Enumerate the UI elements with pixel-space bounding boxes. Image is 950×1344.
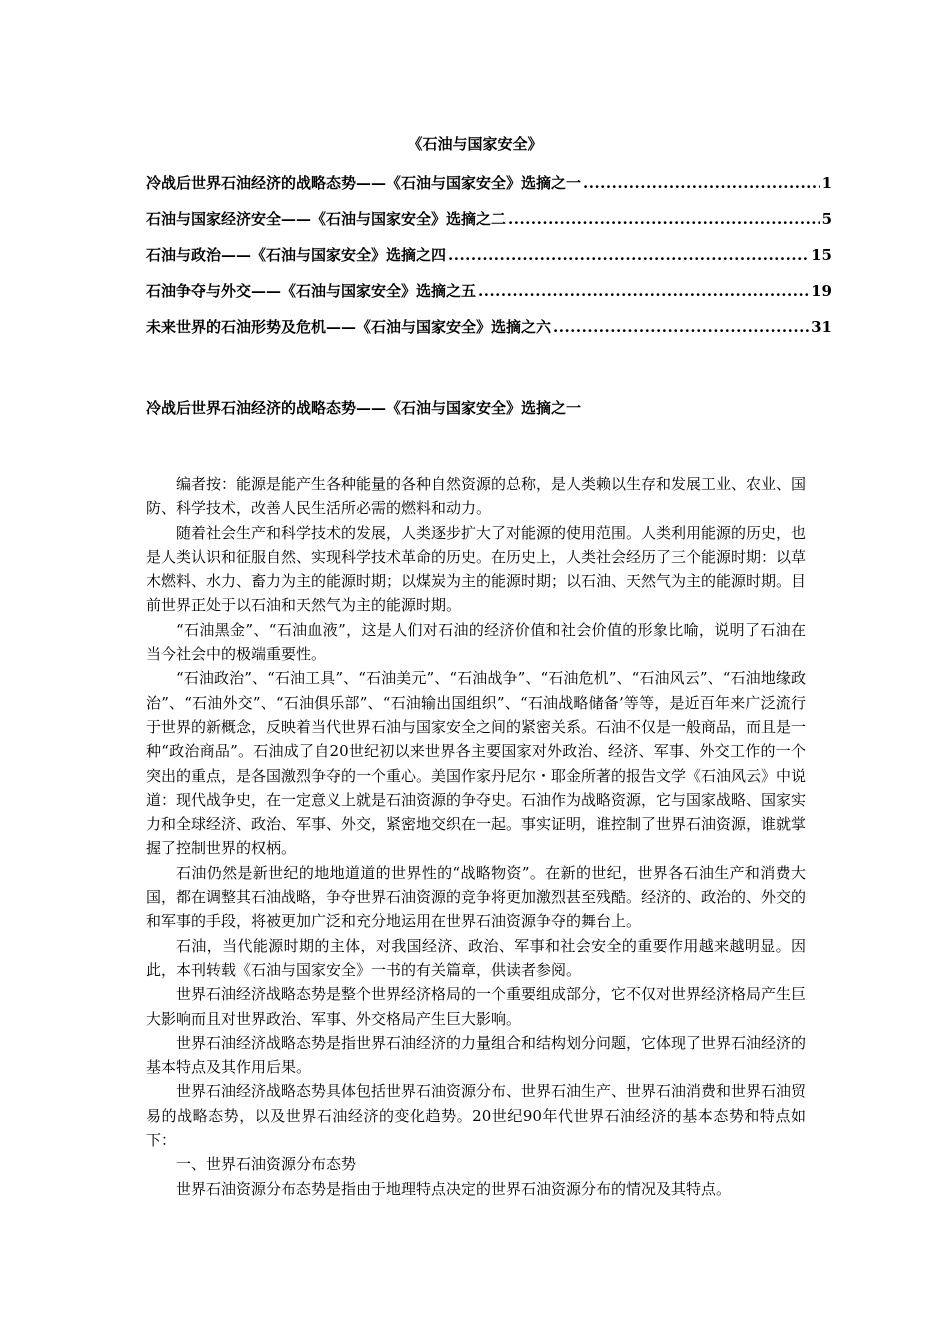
document-title: 《石油与国家安全》 [407,135,543,153]
toc-entry-page[interactable]: 15 [811,246,832,264]
paragraph-editor-note: 编者按：能源是能产生各种能量的各种自然资源的总称，是人类赖以生存和发展工业、农业、国防、科学技术，改善人民生活所必需的燃料和动力。 [146,475,807,518]
paragraph: 世界石油经济战略态势是指世界石油经济的力量组合和结构划分问题，它体现了世界石油经济的基本特点及其作用后果。 [146,1033,807,1077]
toc-dot-leader [508,208,820,230]
toc-entry-page[interactable]: 19 [811,282,832,300]
toc-entry-title[interactable]: 冷战后世界石油经济的战略态势——《石油与国家安全》选摘之一 [146,174,582,192]
toc-dot-leader [583,172,820,194]
subsection-heading: 一、世界石油资源分布态势 [176,1155,357,1174]
toc-dot-leader [553,316,809,338]
toc-entry[interactable] [146,280,832,316]
paragraph: “石油政治”、“石油工具”、“石油美元”、“石油战争”、“石油危机”、“石油风云”、“石油地缘政治”、“石油外交”、“石油俱乐部”、“石油输出国组织”、“石油战略储备’等等，是近百年来广泛流行于世界的新概念，反映着当代世界石油与国家安全之间的紧密关系。石油不仅是一般商品，而且是一种“政治商品”。石油成了自20世纪初以来世界各主要国家对外政治、经济、军事、外交工作的一个突出的重点，是各国激烈争夺的一个重心。美国作家丹尼尔・耶金所著的报告文学《石油风云》中说道：现代战争史，在一定意义上就是石油资源的争夺史。石油作为战略资源，它与国家战略、国家实力和全球经济、政治、军事、外交，紧密地交织在一起。事实证明，谁控制了世界石油资源，谁就掌握了控制世界的权柄。 [146,669,807,858]
toc-entry[interactable] [146,208,832,244]
toc-entry-title[interactable]: 石油争夺与外交——《石油与国家安全》选摘之五 [146,282,477,300]
paragraph: 石油仍然是新世纪的地地道道的世界性的“战略物资”。在新的世纪，世界各石油生产和消费大国，都在调整其石油战略，争夺世界石油资源的竞争将更加激烈甚至残酷。经济的、政治的、外交的和军事的手段，将被更加广泛和充分地运用在世界石油资源争夺的舞台上。 [146,863,807,931]
toc-entry[interactable] [146,244,832,280]
toc-entry-title[interactable]: 未来世界的石油形势及危机——《石油与国家安全》选摘之六 [146,318,552,336]
paragraph: “石油黑金”、“石油血液”，这是人们对石油的经济价值和社会价值的形象比喻，说明了石油在当今社会中的极端重要性。 [146,620,806,664]
toc-entry-page[interactable]: 1 [821,174,832,192]
toc-entry[interactable] [146,316,832,352]
toc-entry-page[interactable]: 5 [821,210,832,228]
toc-entry-title[interactable]: 石油与政治——《石油与国家安全》选摘之四 [146,246,447,264]
paragraph: 世界石油资源分布态势是指由于地理特点决定的世界石油资源分布的情况及其特点。 [176,1179,732,1198]
paragraph: 石油，当代能源时期的主体，对我国经济、政治、军事和社会安全的重要作用越来越明显。因此，本刊转载《石油与国家安全》一书的有关篇章，供读者参阅。 [146,936,806,979]
toc-entry-title[interactable]: 石油与国家经济安全——《石油与国家安全》选摘之二 [146,210,507,228]
article-body [146,472,806,1201]
toc-dot-leader [448,244,809,266]
paragraph: 世界石油经济战略态势是整个世界经济格局的一个重要组成部分，它不仅对世界经济格局产生巨大影响而且对世界政治、军事、外交格局产生巨大影响。 [146,985,807,1028]
toc-dot-leader [478,280,809,302]
section-heading: 冷战后世界石油经济的战略态势——《石油与国家安全》选摘之一 [146,399,582,417]
paragraph: 世界石油经济战略态势具体包括世界石油资源分布、世界石油生产、世界石油消费和世界石油贸易的战略态势，以及世界石油经济的变化趋势。20世纪90年代世界石油经济的基本态势和特点如下： [146,1082,807,1150]
toc-entry[interactable] [146,172,832,208]
paragraph: 随着社会生产和科学技术的发展，人类逐步扩大了对能源的使用范围。人类利用能源的历史，也是人类认识和征服自然、实现科学技术革命的历史。在历史上，人类社会经历了三个能源时期：以草木燃料、水力、畜力为主的能源时期；以煤炭为主的能源时期；以石油、天然气为主的能源时期。目前世界正处于以石油和天然气为主的能源时期。 [146,523,807,615]
toc-entry-page[interactable]: 31 [811,318,832,336]
table-of-contents [146,172,832,352]
